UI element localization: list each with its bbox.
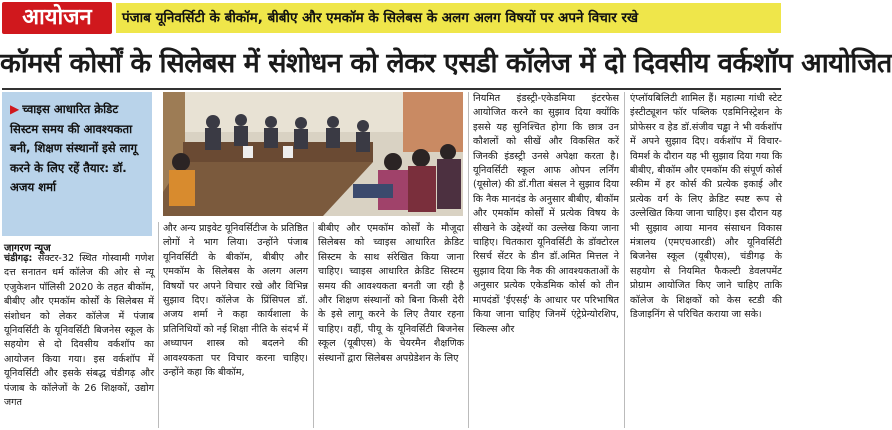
column-2 (163, 222, 308, 428)
column-divider (313, 222, 314, 428)
section-tag: आयोजन (2, 2, 112, 34)
column-4 (473, 92, 619, 428)
kicker-line: पंजाब यूनिवर्सिटी के बीकॉम, बीबीए और एमकॉम के सिलेबस के अलग अलग विषयों पर अपने विचार रखे (116, 3, 781, 33)
column-5-text: एंप्लॉयबिलिटी शामिल हैं। महात्मा गांधी स्टेट इंस्टीट्यूशन फॉर पब्लिक एडमिनिस्ट्रेशन के प्रोफेसर व हेड डॉ.संजीव चड्ढा ने भी वर्कशॉप में अपने सुझाव दिए। वर्कशॉप में विचार-विमर्श के दौरान यह भी सुझाव दिया गया कि बीबीए, बीकॉम और एमकॉम की संपूर्ण कोर्स स्कीम में हर कोर्स की प्रत्येक इकाई और प्रत्येक वर्ग के लिए क्रेडिट स्पष्ट रूप से उल्लेखित किया जाना चाहिए। इस दौरान यह भी सुझाव आया मानव संसाधन विकास मंत्रालय (एमएचआरडी) और यूनिवर्सिटी बिजनेस स्कूल (यूबीएस), चंडीगढ़ के सहयोग से नियमित फैकल्टी डेवलपमेंट प्रोग्राम आयोजित किए जाने चाहिए ताकि कॉलेज के शिक्षकों को केस स्टडी की डिजाइनिंग से परिचित कराया जा सके। (630, 93, 782, 321)
column-4-text: नियमित इंडस्ट्री-एकेडमिया इंटरफेस आयोजित करने का सुझाव दिया क्योंकि इससे यह सुनिश्चित होगा कि छात्र उन कौशलों को सीखें और विकसित करें जिनकी इंडस्ट्री उनसे अपेक्षा करता है। यूनिवर्सिटी स्कूल आफ ओपन लर्निंग (यूसोल) की डॉ.गीता बंसल ने सुझाव दिया कि नैक मानदंड के अनुसार बीबीए, बीकॉम और एमकॉम कोर्सों में प्रत्येक विषय के सीखने के उद्देश्यों का उल्लेख किया जाना चाहिए। चितकारा यूनिवर्सिटी के डॉक्टोरल रिसर्च सेंटर के डीन डॉ.अमित मित्तल ने सुझाव दिया कि नैक की आवश्यकताओं के अनुसार प्रत्येक एकेडमिक कोर्स को तीन मापदंडों 'ईएसई' के आधार पर परिभाषित किया जाना चाहिए जिनमें एंट्रेप्रेन्योरशिप, स्किल्स और (473, 93, 619, 335)
photo-illustration (163, 92, 463, 216)
byline: जागरण न्यूज (4, 243, 51, 254)
column-3 (318, 222, 464, 428)
quote-box (2, 92, 152, 236)
column-5 (630, 92, 782, 428)
headline-rule (2, 88, 781, 90)
arrow-icon: ▶ (10, 102, 20, 116)
dateline: चंडीगढ़ (4, 253, 29, 264)
workshop-photo (163, 92, 463, 216)
column-divider (468, 92, 469, 428)
column-divider (158, 222, 159, 428)
column-divider (624, 92, 625, 428)
column-2-text: और अन्य प्राइवेट यूनिवर्सिटीज के प्रतिष्ठित लोगों ने भाग लिया। उन्होंने पंजाब यूनिवर्सिटी के बीकॉम, बीबीए और एमकॉम के सिलेबस के अलग अलग विषयों पर अपने विचार रखे और विभिन्न सुझाव दिए। कॉलेज के प्रिंसिपल डॉ. अजय शर्मा ने कहा कार्यशाला के प्रतिनिधियों को नई शिक्षा नीति के संदर्भ में अध्यापन शास्त्र को बदलने की आवश्यकता पर विचार करना चाहिए। उन्होंने कहा कि बीकॉम, (163, 223, 308, 379)
column-3-text: बीबीए और एमकॉम कोर्सों के मौजूदा सिलेबस को च्वाइस आधारित क्रेडिट सिस्टम के साथ संरेखित किया जाना चाहिए। च्वाइस आधारित क्रेडिट सिस्टम समय की आवश्यकता बनती जा रही है और शिक्षण संस्थानों को बिना किसी देरी के इसे लागू करने के लिए तैयार रहना चाहिए। वहीं, पीयू के यूनिवर्सिटी बिजनेस स्कूल (यूबीएस) के चेयरमैन शैक्षणिक संस्थानों द्वारा सिलेबस अपग्रेडेशन के लिए (318, 223, 464, 364)
header-strip (0, 0, 783, 36)
column-1-text: चंडीगढ़: सेक्टर-32 स्थित गोस्वामी गणेश दत्त सनातन धर्म कॉलेज की ओर से न्यू एजुकेशन पॉलिसी 2020 के तहत बीकॉम, बीबीए और एमकॉम कोर्सों के सिलेबस में संशोधन को लेकर कॉलेज में पंजाब यूनिवर्सिटी के यूनिवर्सिटी बिजनेस स्कूल के सहयोग से दो दिवसीय वर्कशॉप का आयोजन किया गया। इस वर्कशॉप में यूनिवर्सिटी और इसके संबद्ध चंडीगढ़ और पंजाब के कॉलेजों के 26 शिक्षकों, उद्योग जगत (4, 253, 155, 409)
column-1 (4, 252, 154, 428)
headline: कॉमर्स कोर्सों के सिलेबस में संशोधन को लेकर एसडी कॉलेज में दो दिवसीय वर्कशॉप आयोजित (0, 48, 892, 79)
quote-text: च्वाइस आधारित क्रेडिट सिस्टम समय की आवश्यकता बनी, शिक्षण संस्थानों इसे लागू करने के लिए रहें तैयार: डॉ. अजय शर्मा (10, 102, 138, 194)
